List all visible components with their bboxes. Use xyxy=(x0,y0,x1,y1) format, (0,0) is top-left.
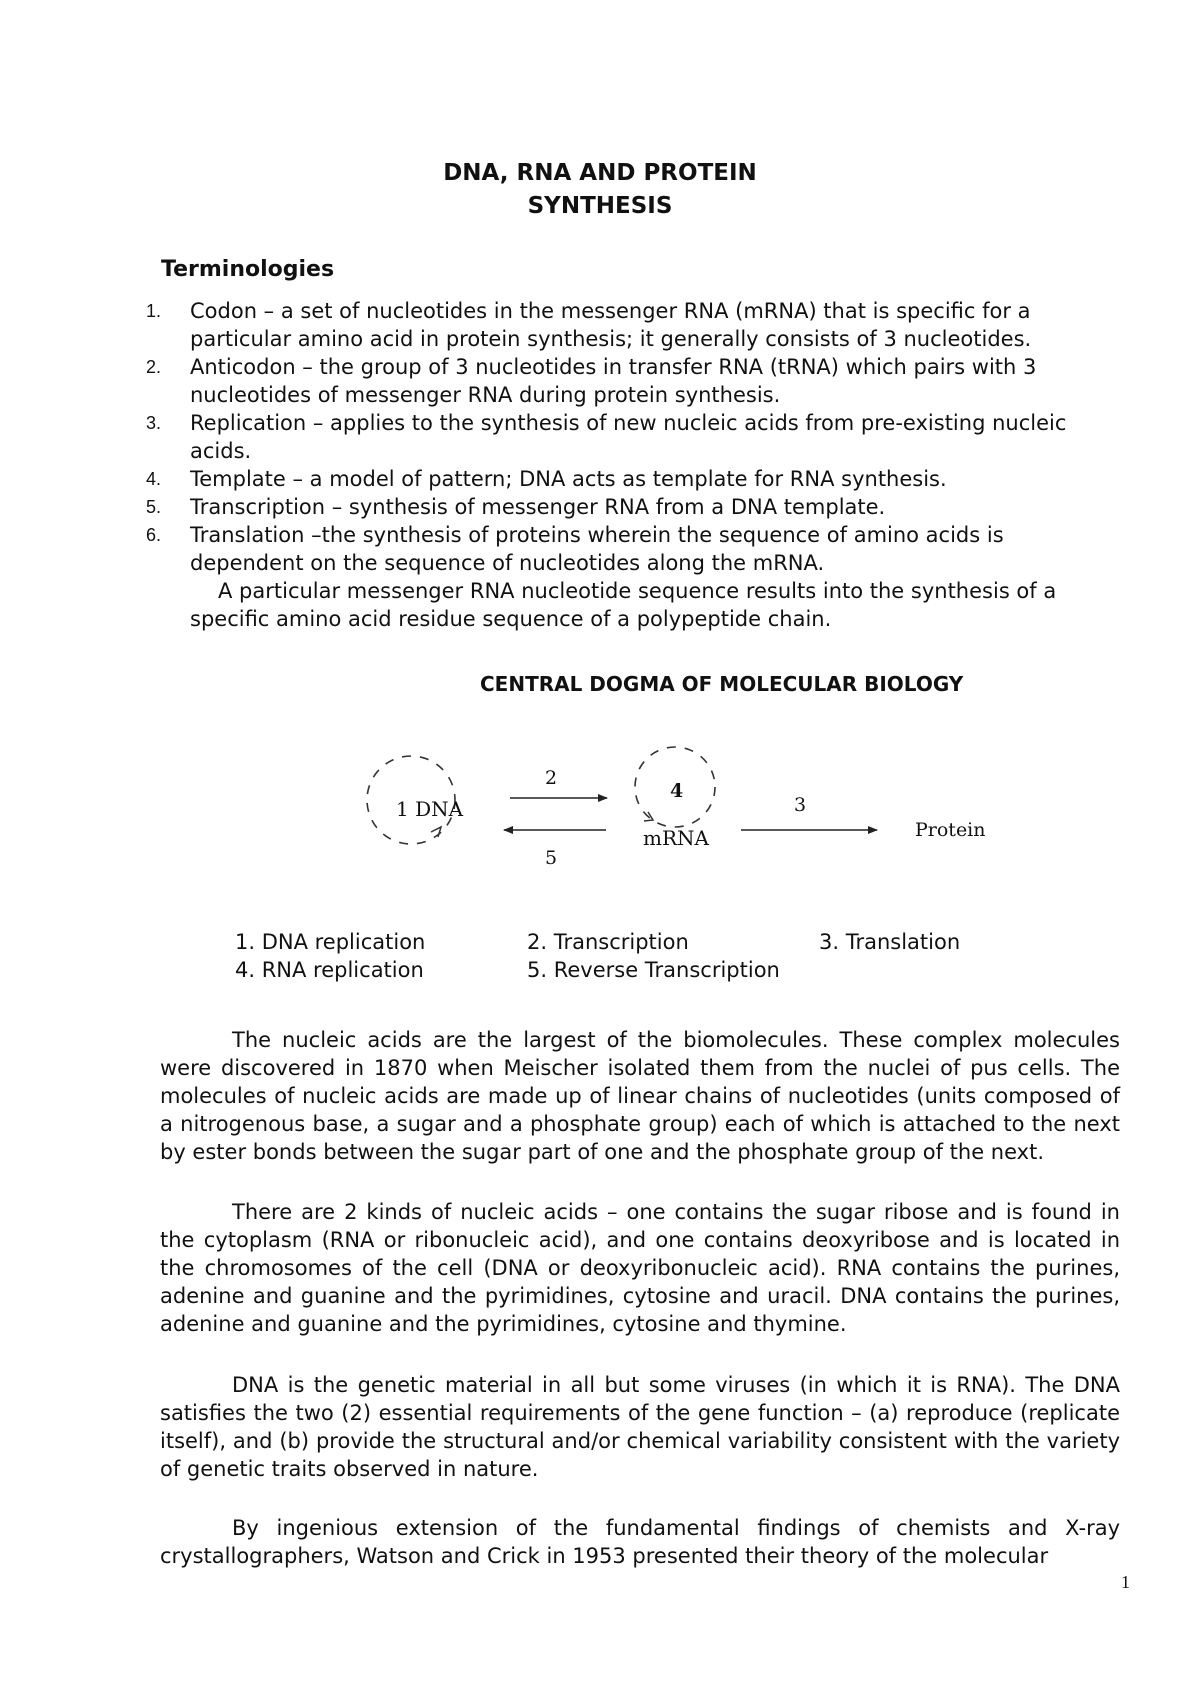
transcription-arrow-label: 2 xyxy=(545,767,558,789)
list-item-text: Codon – a set of nucleotides in the messenger RNA (mRNA) that is specific for a particular amino acid in protein synthesis; it generally consists of 3 nucleotides. xyxy=(190,299,1032,351)
legend-item: 2. Transcription xyxy=(527,930,689,954)
mrna-number: 4 xyxy=(670,780,684,802)
legend-row xyxy=(235,956,1111,984)
protein-label: Protein xyxy=(915,819,986,841)
list-item-text: Transcription – synthesis of messenger RNA from a DNA template. xyxy=(190,495,886,519)
list-item-text: Template – a model of pattern; DNA acts as template for RNA synthesis. xyxy=(190,467,947,491)
legend-item: 3. Translation xyxy=(819,930,961,954)
list-item-number: 1. xyxy=(146,301,162,321)
terminologies-heading: Terminologies xyxy=(161,257,335,282)
translation-arrow-label: 3 xyxy=(794,794,807,816)
central-dogma-title: CENTRAL DOGMA OF MOLECULAR BIOLOGY xyxy=(480,672,964,696)
dna-label: 1 DNA xyxy=(396,797,464,821)
list-item-text: Replication – applies to the synthesis of new nucleic acids from pre-existing nucleic acids. xyxy=(190,411,1067,463)
legend-item: 5. Reverse Transcription xyxy=(527,958,780,982)
paragraph: The nucleic acids are the largest of the biomolecules. These complex molecules were discovered in 1870 when Meischer isolated them from the nuclei of pus cells. The molecules of nucleic acids are made up of linear chains of nucleotides (units composed of a nitrogenous base, a sugar and a phosphate group) each of which is attached to the next by ester bonds between the sugar part of one and the phosphate group of the next. xyxy=(160,1028,1120,1164)
title-line-1: DNA, RNA AND PROTEIN xyxy=(443,160,757,186)
list-item-number: 5. xyxy=(146,497,162,517)
list-item-number: 6. xyxy=(146,525,162,545)
list-item-text: Translation –the synthesis of proteins wherein the sequence of amino acids is dependent on the sequence of nucleotides along the mRNA. xyxy=(190,523,1004,575)
paragraph: By ingenious extension of the fundamental findings of chemists and X-ray crystallographers, Watson and Crick in 1953 presented their theory of the molecular xyxy=(160,1516,1120,1568)
list-item-number: 3. xyxy=(146,413,162,433)
paragraph: DNA is the genetic material in all but some viruses (in which it is RNA). The DNA satisfies the two (2) essential requirements of the gene function – (a) reproduce (replicate itself), and (b) provide the structural and/or chemical variability consistent with the variety of genetic traits observed in nature. xyxy=(160,1373,1120,1481)
list-item-number: 4. xyxy=(146,469,162,489)
legend-row xyxy=(235,928,1111,956)
legend-item: 1. DNA replication xyxy=(235,930,426,954)
page-number: 1 xyxy=(1121,1572,1130,1592)
list-item-text: Anticodon – the group of 3 nucleotides in transfer RNA (tRNA) which pairs with 3 nucleotides of messenger RNA during protein synthesis. xyxy=(190,355,1037,407)
list-item-number: 2. xyxy=(146,357,162,377)
term-note: A particular messenger RNA nucleotide sequence results into the synthesis of a specific amino acid residue sequence of a polypeptide chain. xyxy=(190,579,1057,631)
diagram-legend xyxy=(235,928,1111,984)
legend-item: 4. RNA replication xyxy=(235,958,424,982)
title-line-2: SYNTHESIS xyxy=(527,193,673,219)
reverse-transcription-arrow-label: 5 xyxy=(545,847,558,869)
mrna-label: mRNA xyxy=(643,826,709,850)
paragraph: There are 2 kinds of nucleic acids – one contains the sugar ribose and is found in the cytoplasm (RNA or ribonucleic acid), and one contains deoxyribose and is located in the chromosomes of the cell (DNA or deoxyribonucleic acid). RNA contains the purines, adenine and guanine and the pyrimidines, cytosine and uracil. DNA contains the purines, adenine and guanine and the pyrimidines, cytosine and thymine. xyxy=(160,1200,1120,1336)
